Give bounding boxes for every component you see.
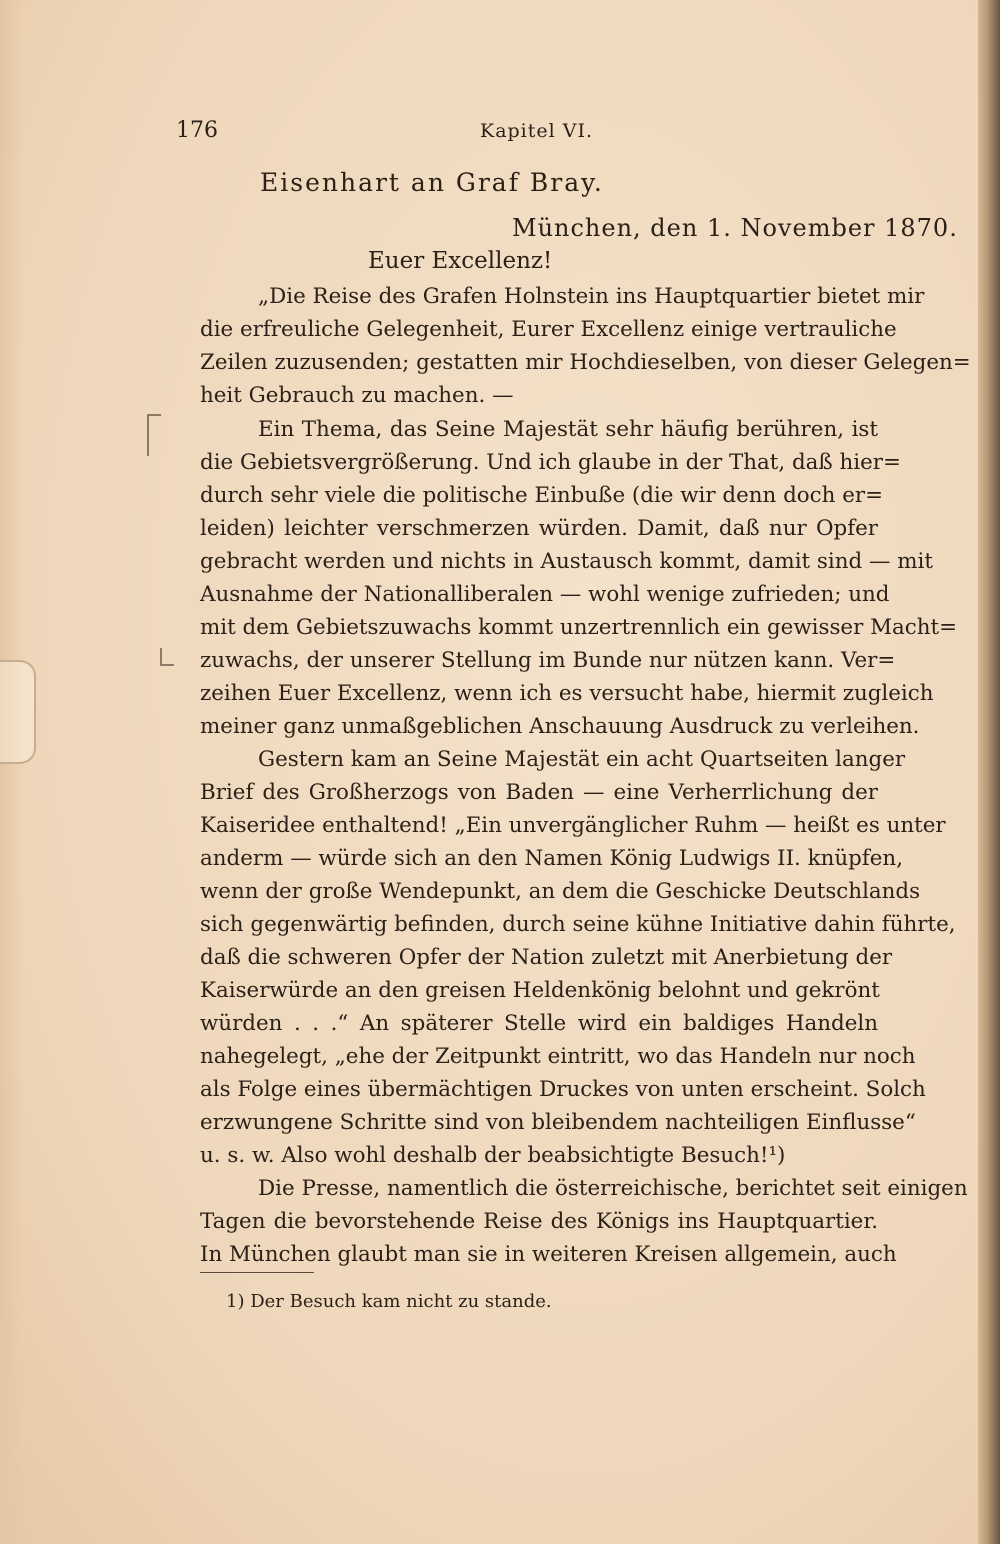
text-line: gebracht werden und nichts in Austausch kommt, damit sind — mit	[200, 549, 933, 574]
pencil-margin-mark	[160, 648, 174, 666]
text-line: Kaiserwürde an den greisen Heldenkönig belohnt und gekrönt	[200, 978, 880, 1003]
paper-clip-impression	[0, 660, 36, 764]
text-line: meiner ganz unmaßgeblichen Anschauung Ausdruck zu verleihen.	[200, 714, 920, 739]
text-line: sich gegenwärtig befinden, durch seine kühne Initiative dahin führte,	[200, 912, 956, 937]
letter-dateline: München, den 1. November 1870.	[512, 214, 958, 242]
footnote: 1) Der Besuch kam nicht zu stande.	[226, 1291, 552, 1312]
text-line: zeihen Euer Excellenz, wenn ich es versucht habe, hiermit zugleich	[200, 681, 934, 706]
text-line: In München glaubt man sie in weiteren Kreisen allgemein, auch	[200, 1242, 897, 1267]
text-line: zuwachs, der unserer Stellung im Bunde nur nützen kann. Ver=	[200, 648, 896, 673]
text-line: Brief des Großherzogs von Baden — eine Verherrlichung der	[200, 780, 878, 805]
letter-salutation: Euer Excellenz!	[368, 248, 553, 274]
text-line: anderm — würde sich an den Namen König Ludwigs II. knüpfen,	[200, 846, 904, 871]
text-line: die erfreuliche Gelegenheit, Eurer Excellenz einige vertrauliche	[200, 317, 897, 342]
running-head: Kapitel VI.	[480, 120, 594, 142]
page-number: 176	[176, 118, 218, 143]
text-line: Zeilen zuzusenden; gestatten mir Hochdieselben, von dieser Gelegen=	[200, 350, 971, 375]
text-line: Kaiseridee enthaltend! „Ein unvergänglicher Ruhm — heißt es unter	[200, 813, 946, 838]
text-line: wenn der große Wendepunkt, an dem die Geschicke Deutschlands	[200, 879, 921, 904]
text-line: „Die Reise des Grafen Holnstein ins Hauptquartier bietet mir	[258, 284, 925, 309]
page-gutter-shadow	[0, 0, 24, 1544]
footnote-rule	[200, 1272, 314, 1273]
text-line: daß die schweren Opfer der Nation zuletzt mit Anerbietung der	[200, 945, 893, 970]
text-line: mit dem Gebietszuwachs kommt unzertrennlich ein gewisser Macht=	[200, 615, 958, 640]
text-line: als Folge eines übermächtigen Druckes von unten erscheint. Solch	[200, 1077, 926, 1102]
text-line: Die Presse, namentlich die österreichische, berichtet seit einigen	[258, 1176, 968, 1201]
text-line: Gestern kam an Seine Majestät ein acht Quartseiten langer	[258, 747, 906, 772]
page-edge	[978, 0, 1000, 1544]
text-line: Ein Thema, das Seine Majestät sehr häufig berühren, ist	[258, 417, 878, 442]
text-line: würden . . .“ An späterer Stelle wird ein baldiges Handeln	[200, 1011, 878, 1036]
letter-title: Eisenhart an Graf Bray.	[260, 168, 604, 197]
text-line: heit Gebrauch zu machen. —	[200, 383, 514, 408]
text-line: leiden) leichter verschmerzen würden. Damit, daß nur Opfer	[200, 516, 878, 541]
text-line: Tagen die bevorstehende Reise des Königs ins Hauptquartier.	[200, 1209, 878, 1234]
text-line: erzwungene Schritte sind von bleibendem nachteiligen Einflusse“	[200, 1110, 916, 1135]
text-line: Ausnahme der Nationalliberalen — wohl wenige zufrieden; und	[200, 582, 890, 607]
pencil-margin-mark	[147, 414, 161, 456]
text-line: u. s. w. Also wohl deshalb der beabsichtigte Besuch!¹)	[200, 1143, 786, 1168]
text-line: nahegelegt, „ehe der Zeitpunkt eintritt, wo das Handeln nur noch	[200, 1044, 916, 1069]
text-line: die Gebietsvergrößerung. Und ich glaube in der That, daß hier=	[200, 450, 901, 475]
text-line: durch sehr viele die politische Einbuße (die wir denn doch er=	[200, 483, 884, 508]
